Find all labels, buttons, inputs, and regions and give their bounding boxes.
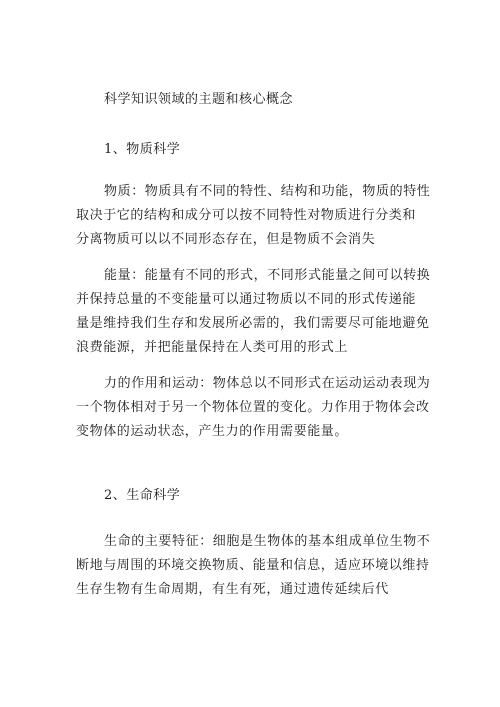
paragraph-line: 取决于它的结构和成分可以按不同特性对物质进行分类和 bbox=[76, 208, 417, 223]
paragraph-line: 分离物质可以以不同形态存在，但是物质不会消失 bbox=[76, 232, 376, 247]
paragraph-line: 浪费能源，并把能量保持在人类可用的形式上 bbox=[76, 340, 349, 355]
paragraph-line: 变物体的运动状态，产生力的作用需要能量。 bbox=[76, 424, 349, 439]
paragraph-line: 量是维持我们生存和发展所必需的，我们需要尽可能地避免 bbox=[76, 316, 430, 331]
paragraph-matter bbox=[76, 180, 434, 252]
paragraph-energy bbox=[76, 264, 434, 360]
paragraph-line: 并保持总量的不变能量可以通过物质以不同的形式传递能 bbox=[76, 292, 417, 307]
paragraph-line: 物质：物质具有不同的特性、结构和功能，物质的特性 bbox=[104, 184, 431, 199]
paragraph-life-characteristics bbox=[76, 530, 434, 602]
paragraph-line: 生命的主要特征：细胞是生物体的基本组成单位生物不 bbox=[104, 534, 431, 549]
paragraph-line: 生存生物有生命周期，有生有死，通过遗传延续后代 bbox=[76, 582, 389, 597]
document-title: 科学知识领域的主题和核心概念 bbox=[104, 92, 294, 107]
paragraph-line: 一个物体相对于另一个物体位置的变化。力作用于物体会改 bbox=[76, 400, 430, 415]
paragraph-line: 力的作用和运动：物体总以不同形式在运动运动表现为 bbox=[104, 376, 431, 391]
section-heading-life-science: 2、生命科学 bbox=[104, 488, 181, 503]
paragraph-line: 能量：能量有不同的形式，不同形式能量之间可以转换 bbox=[104, 268, 431, 283]
paragraph-force-motion bbox=[76, 372, 434, 444]
section-heading-physical-science: 1、物质科学 bbox=[104, 142, 181, 157]
paragraph-line: 断地与周围的环境交换物质、能量和信息，适应环境以维持 bbox=[76, 558, 430, 573]
